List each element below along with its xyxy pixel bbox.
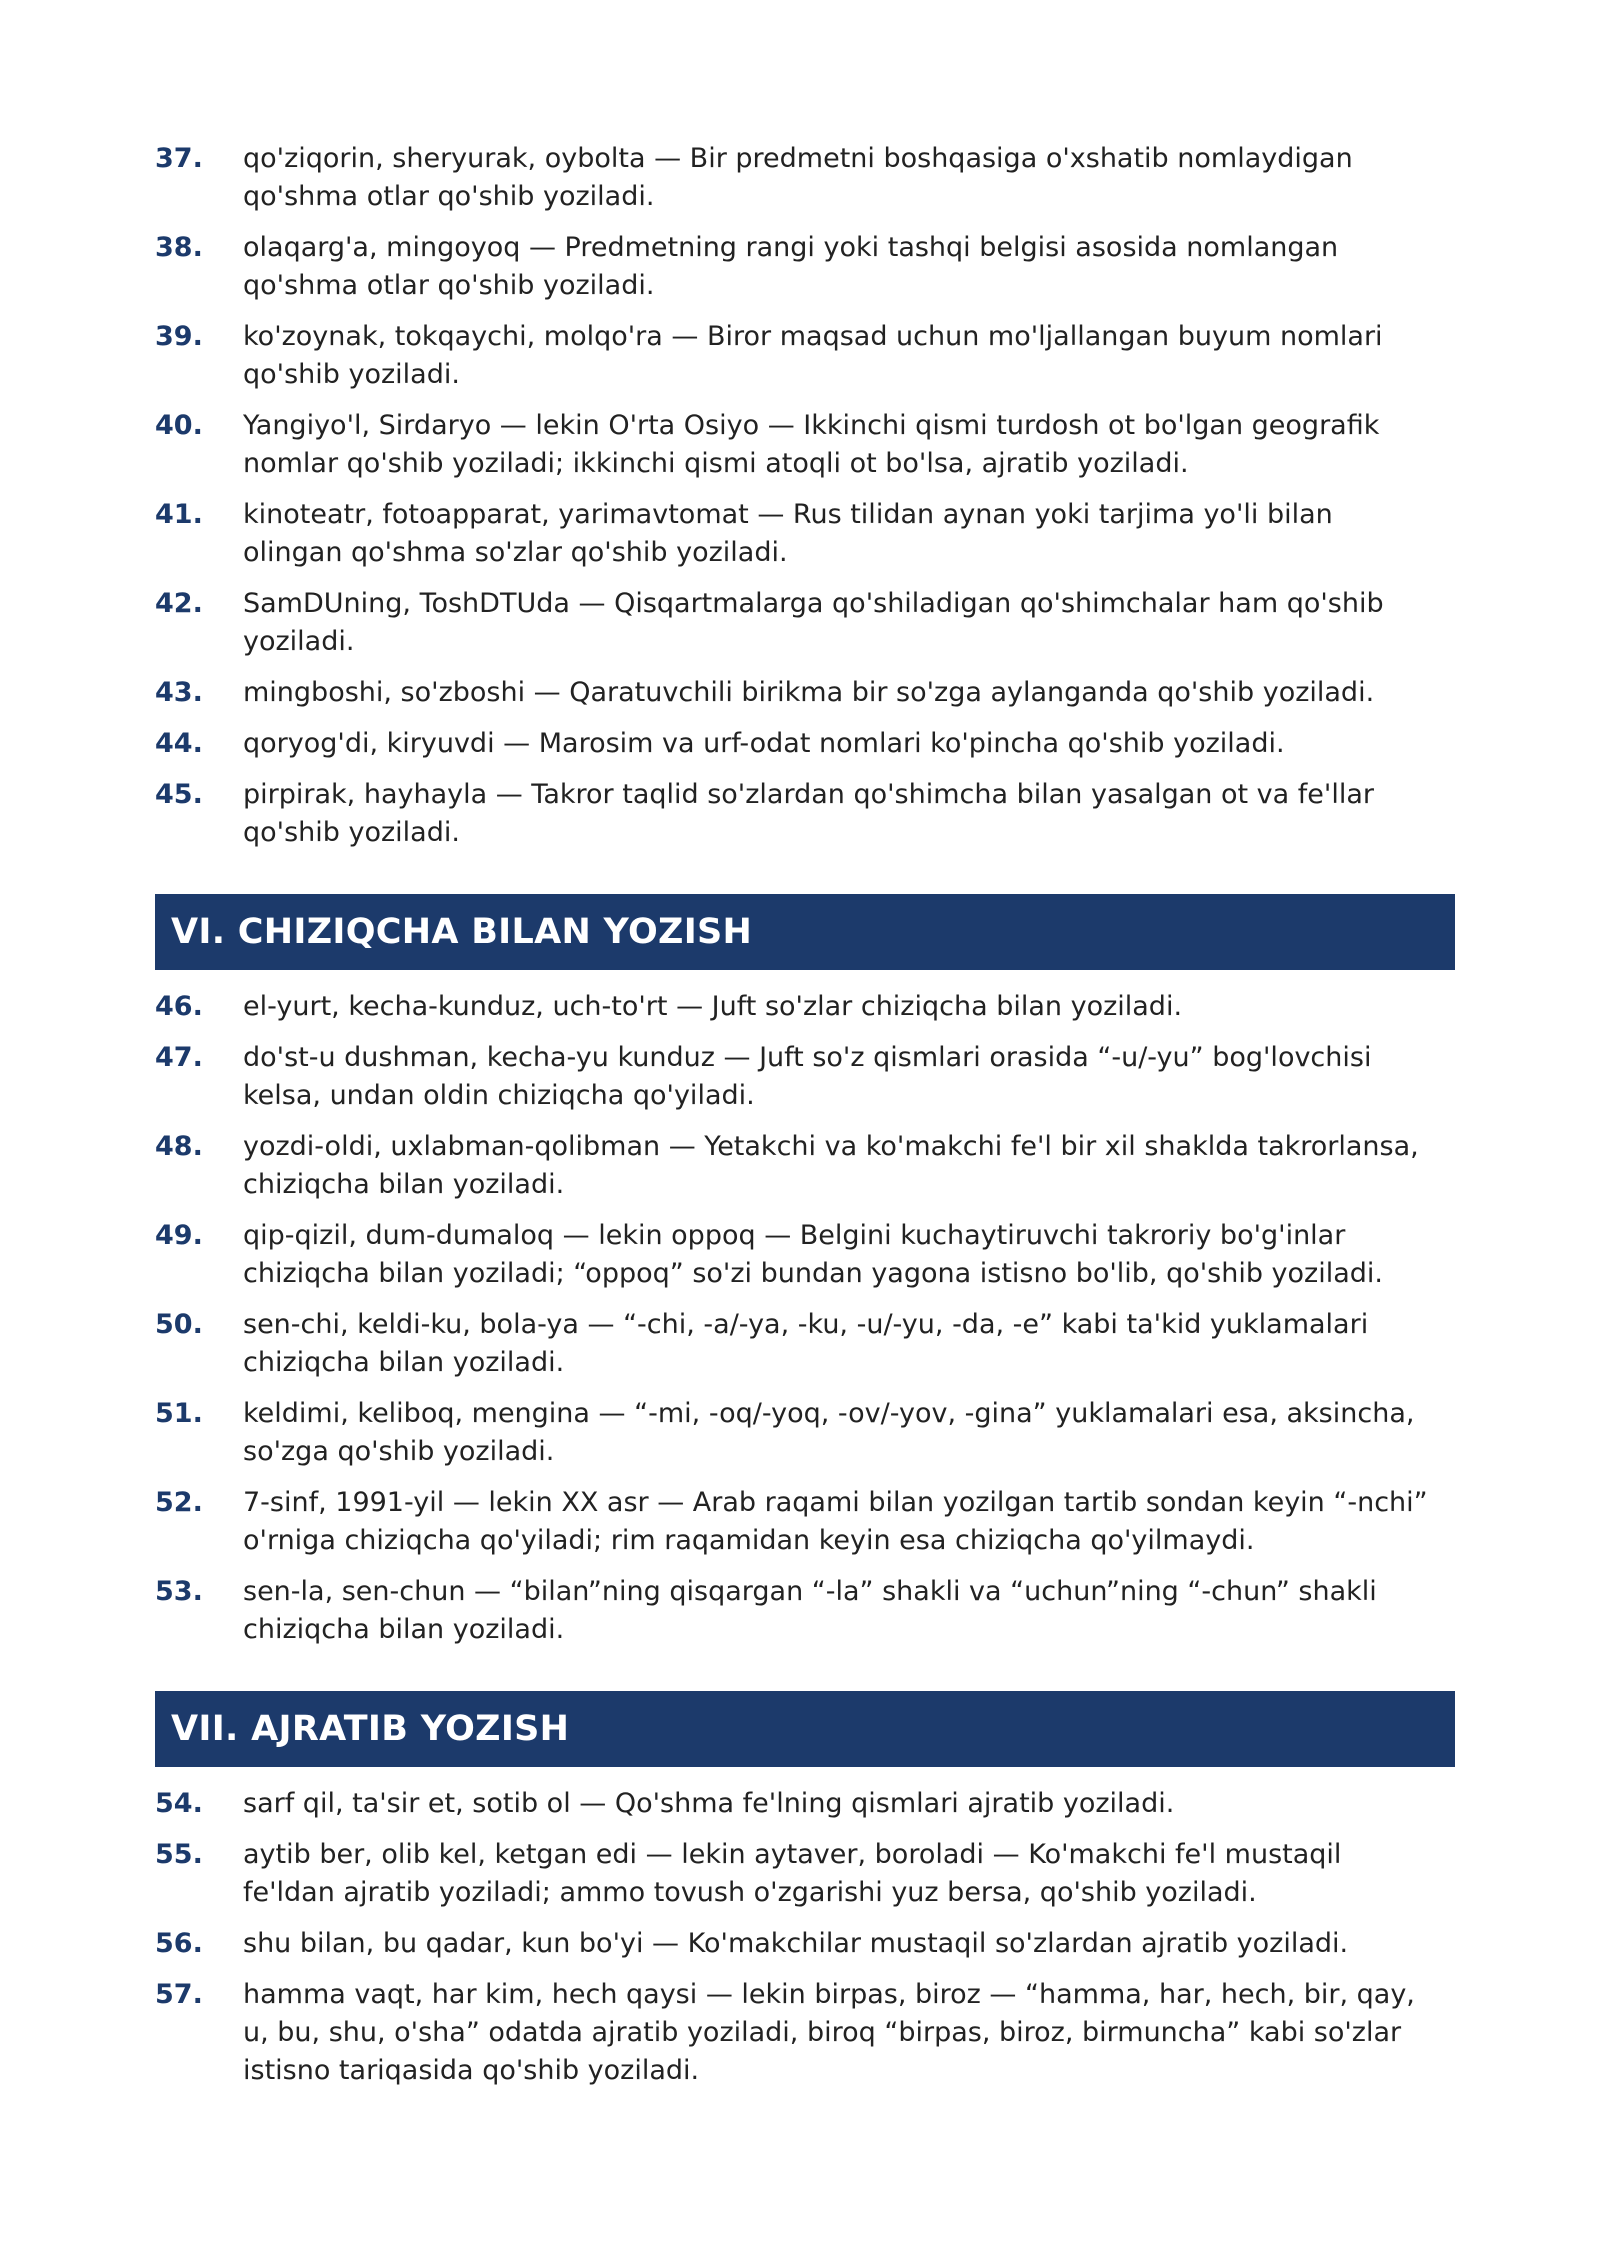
item-number: 55. [155,1839,203,1870]
list-item [155,496,1455,572]
item-text: el-yurt, kecha-kunduz, uch-to'rt — Juft so'zlar chiziqcha bilan yoziladi. [243,991,1183,1022]
list-item [155,1836,1455,1912]
list-item [155,1785,1455,1823]
item-text: kinoteatr, fotoapparat, yarimavtomat — Rus tilidan aynan yoki tarjima yo'li bilan olingan qo'shma so'zlar qo'shib yoziladi. [243,499,1333,568]
item-number: 49. [155,1220,203,1251]
list-item [155,407,1455,483]
item-number: 46. [155,991,203,1022]
item-text: Yangiyo'l, Sirdaryo — lekin O'rta Osiyo — Ikkinchi qismi turdosh ot bo'lgan geografik nomlar qo'shib yoziladi; ikkinchi qismi atoqli ot bo'lsa, ajratib yoziladi. [243,410,1380,479]
item-text: qoryog'di, kiryuvdi — Marosim va urf-odat nomlari ko'pincha qo'shib yoziladi. [243,728,1285,759]
list-item [155,1484,1455,1560]
item-text: do'st-u dushman, kecha-yu kunduz — Juft so'z qismlari orasida “-u/-yu” bog'lovchisi kelsa, undan oldin chiziqcha qo'yiladi. [243,1042,1372,1111]
list-item [155,674,1455,712]
list-item [155,1128,1455,1204]
item-text: pirpirak, hayhayla — Takror taqlid so'zlardan qo'shimcha bilan yasalgan ot va fe'llar qo'shib yoziladi. [243,779,1374,848]
item-text: shu bilan, bu qadar, kun bo'yi — Ko'makchilar mustaqil so'zlardan ajratib yoziladi. [243,1928,1349,1959]
item-number: 52. [155,1487,203,1518]
section-heading: VI. CHIZIQCHA BILAN YOZISH [155,894,1455,970]
item-number: 38. [155,232,203,263]
list-item [155,1925,1455,1963]
item-text: sen-chi, keldi-ku, bola-ya — “-chi, -a/-ya, -ku, -u/-yu, -da, -e” kabi ta'kid yuklamalari chiziqcha bilan yoziladi. [243,1309,1369,1378]
item-text: keldimi, keliboq, mengina — “-mi, -oq/-yoq, -ov/-yov, -gina” yuklamalari esa, aksincha, so'zga qo'shib yoziladi. [243,1398,1415,1467]
list-item [155,725,1455,763]
item-number: 56. [155,1928,203,1959]
list-item [155,1039,1455,1115]
item-text: SamDUning, ToshDTUda — Qisqartmalarga qo'shiladigan qo'shimchalar ham qo'shib yoziladi. [243,588,1384,657]
item-number: 50. [155,1309,203,1340]
list-item [155,585,1455,661]
item-number: 47. [155,1042,203,1073]
item-number: 42. [155,588,203,619]
item-number: 54. [155,1788,203,1819]
item-number: 53. [155,1576,203,1607]
item-text: aytib ber, olib kel, ketgan edi — lekin aytaver, boroladi — Ko'makchi fe'l mustaqil fe'ldan ajratib yoziladi; ammo tovush o'zgarishi yuz bersa, qo'shib yoziladi. [243,1839,1342,1908]
item-number: 44. [155,728,203,759]
list-item [155,988,1455,1026]
item-number: 57. [155,1979,203,2010]
list-item [155,229,1455,305]
item-text: yozdi-oldi, uxlabman-qolibman — Yetakchi va ko'makchi fe'l bir xil shaklda takrorlansa, chiziqcha bilan yoziladi. [243,1131,1419,1200]
item-text: qip-qizil, dum-dumaloq — lekin oppoq — Belgini kuchaytiruvchi takroriy bo'g'inlar chiziqcha bilan yoziladi; “oppoq” so'zi bundan yagona istisno bo'lib, qo'shib yoziladi. [243,1220,1383,1289]
document-page [155,140,1455,2103]
item-text: olaqarg'a, mingoyoq — Predmetning rangi yoki tashqi belgisi asosida nomlangan qo'shma otlar qo'shib yoziladi. [243,232,1339,301]
list-item [155,140,1455,216]
item-number: 48. [155,1131,203,1162]
item-number: 45. [155,779,203,810]
item-number: 51. [155,1398,203,1429]
list-item [155,1306,1455,1382]
item-text: ko'zoynak, tokqaychi, molqo'ra — Biror maqsad uchun mo'ljallangan buyum nomlari qo'shib yoziladi. [243,321,1383,390]
list-item [155,1217,1455,1293]
item-text: mingboshi, so'zboshi — Qaratuvchili birikma bir so'zga aylanganda qo'shib yoziladi. [243,677,1375,708]
item-text: 7-sinf, 1991-yil — lekin XX asr — Arab raqami bilan yozilgan tartib sondan keyin “-nchi” o'rniga chiziqcha qo'yiladi; rim raqamidan keyin esa chiziqcha qo'yilmaydi. [243,1487,1428,1556]
item-text: sarf qil, ta'sir et, sotib ol — Qo'shma fe'lning qismlari ajratib yoziladi. [243,1788,1175,1819]
item-number: 40. [155,410,203,441]
item-text: sen-la, sen-chun — “bilan”ning qisqargan “-la” shakli va “uchun”ning “-chun” shakli chiziqcha bilan yoziladi. [243,1576,1377,1645]
item-text: qo'ziqorin, sheryurak, oybolta — Bir predmetni boshqasiga o'xshatib nomlaydigan qo'shma otlar qo'shib yoziladi. [243,143,1353,212]
item-number: 43. [155,677,203,708]
item-number: 39. [155,321,203,352]
list-item [155,318,1455,394]
list-item [155,1976,1455,2090]
item-number: 37. [155,143,203,174]
list-item [155,776,1455,852]
item-number: 41. [155,499,203,530]
list-item [155,1573,1455,1649]
item-text: hamma vaqt, har kim, hech qaysi — lekin birpas, biroz — “hamma, har, hech, bir, qay, u, bu, shu, o'sha” odatda ajratib yoziladi, biroq “birpas, biroz, birmuncha” kabi so'zlar istisno tariqasida qo'shib yoziladi. [243,1979,1415,2086]
list-item [155,1395,1455,1471]
section-heading: VII. AJRATIB YOZISH [155,1691,1455,1767]
